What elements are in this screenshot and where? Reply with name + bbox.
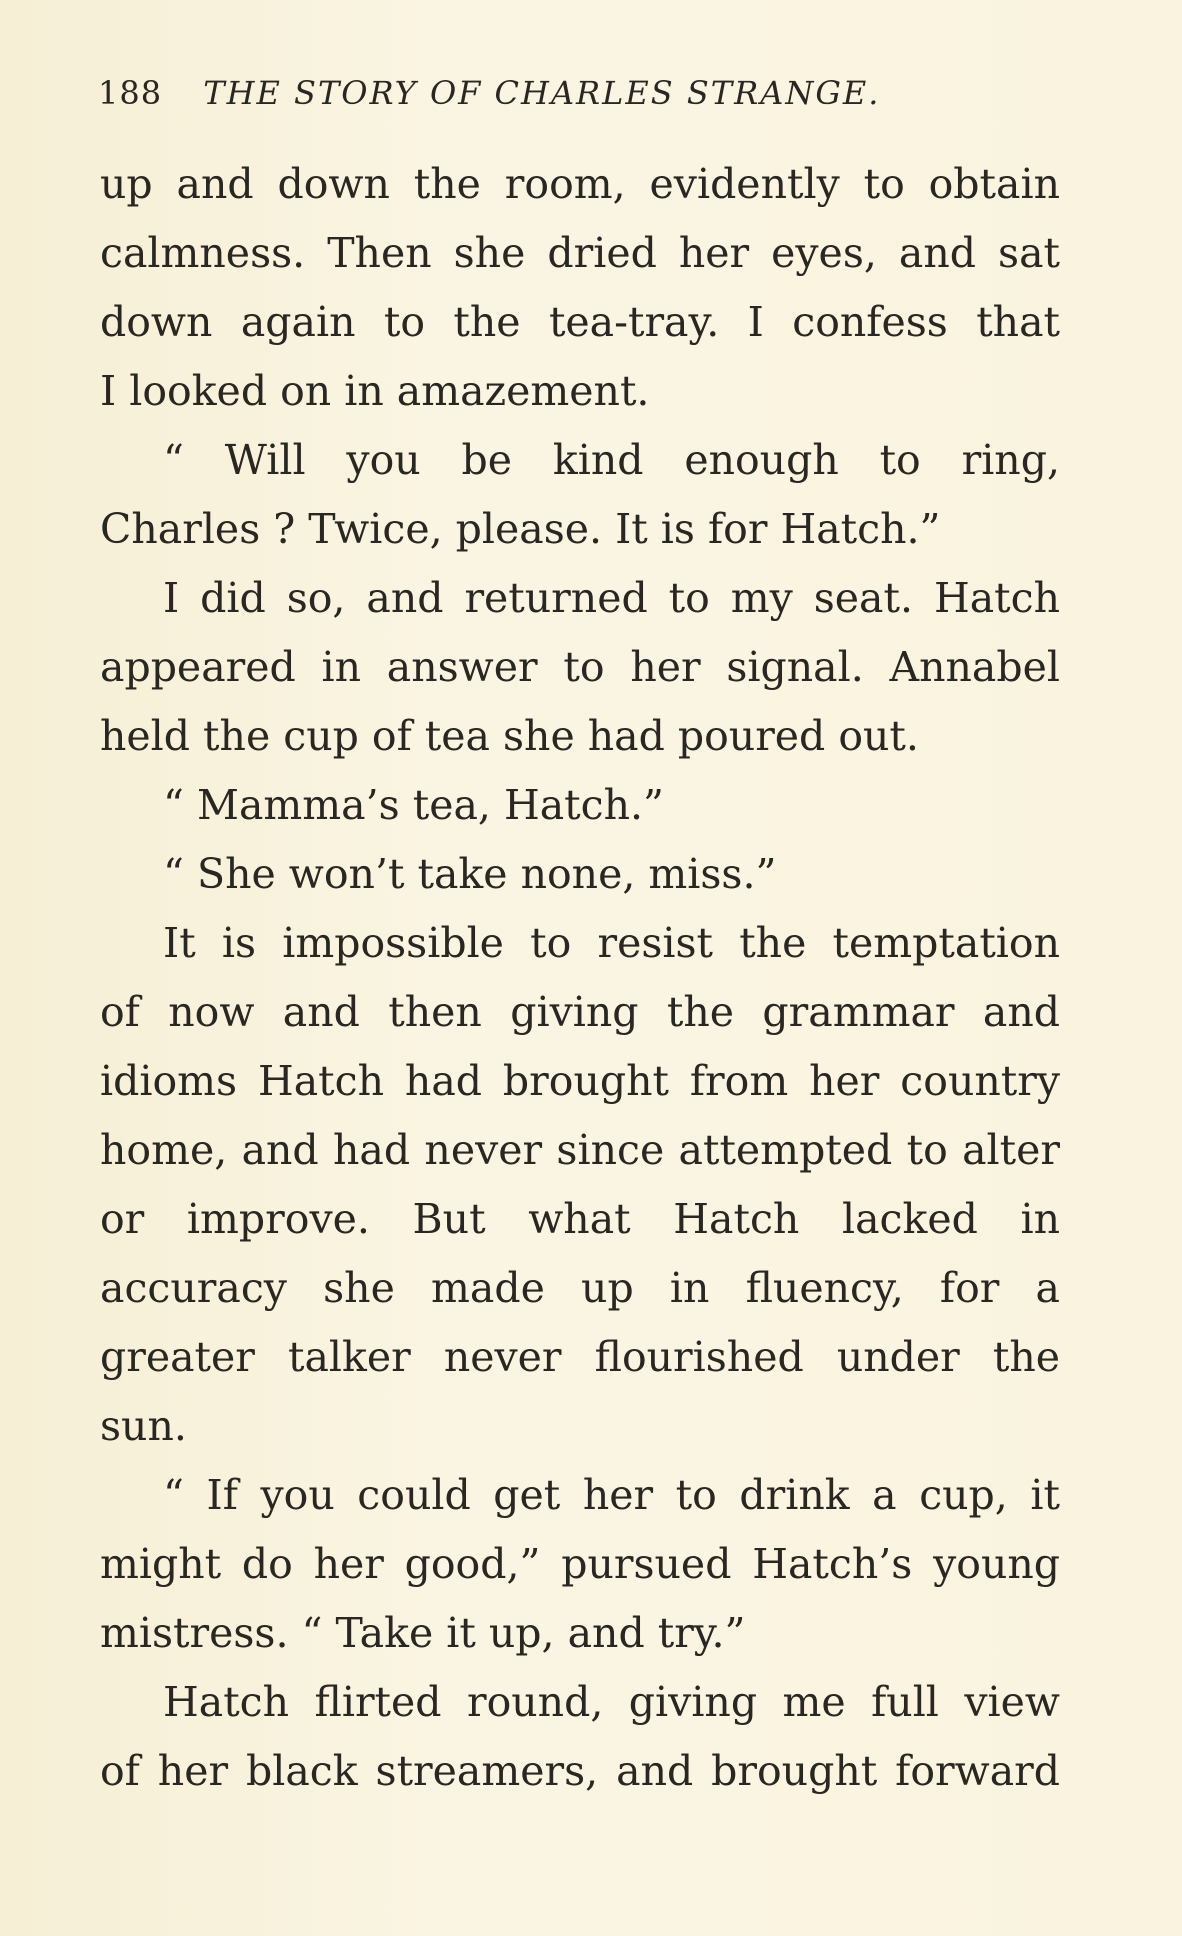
text-line: Charles ? Twice, please. It is for Hatch.” xyxy=(100,505,941,553)
text-line: “ Mamma’s tea, Hatch.” xyxy=(163,781,665,829)
text-line: Hatch flirted round, giving me full view xyxy=(163,1678,1060,1726)
text-line: home, and had never since attempted to alter xyxy=(100,1126,1060,1174)
text-line: or improve. But what Hatch lacked in xyxy=(100,1195,1060,1243)
text-line: “ Will you be kind enough to ring, xyxy=(163,436,1060,484)
text-line: sun. xyxy=(100,1402,187,1450)
text-line: of now and then giving the grammar and xyxy=(100,988,1060,1036)
text-line: of her black streamers, and brought forward xyxy=(100,1747,1060,1795)
text-line: accuracy she made up in fluency, for a xyxy=(100,1264,1060,1312)
text-line: down again to the tea-tray. I confess that xyxy=(100,298,1060,346)
text-line: mistress. “ Take it up, and try.” xyxy=(100,1609,746,1657)
running-header xyxy=(98,68,1058,118)
text-line: I looked on in amazement. xyxy=(100,367,650,415)
text-line: appeared in answer to her signal. Annabel xyxy=(100,643,1060,691)
text-line: greater talker never flourished under the xyxy=(100,1333,1060,1381)
text-line: “ If you could get her to drink a cup, it xyxy=(163,1471,1060,1519)
text-line: might do her good,” pursued Hatch’s young xyxy=(100,1540,1060,1588)
text-line: idioms Hatch had brought from her country xyxy=(100,1057,1060,1105)
text-line: I did so, and returned to my seat. Hatch xyxy=(163,574,1060,622)
page-number: 188 xyxy=(98,74,163,112)
text-line: It is impossible to resist the temptation xyxy=(163,919,1060,967)
text-line: “ She won’t take none, miss.” xyxy=(163,850,777,898)
text-line: held the cup of tea she had poured out. xyxy=(100,712,919,760)
body-text xyxy=(100,150,1060,1806)
running-title: THE STORY OF CHARLES STRANGE. xyxy=(203,74,881,112)
text-line: calmness. Then she dried her eyes, and sat xyxy=(100,229,1060,277)
text-line: up and down the room, evidently to obtain xyxy=(100,160,1060,208)
